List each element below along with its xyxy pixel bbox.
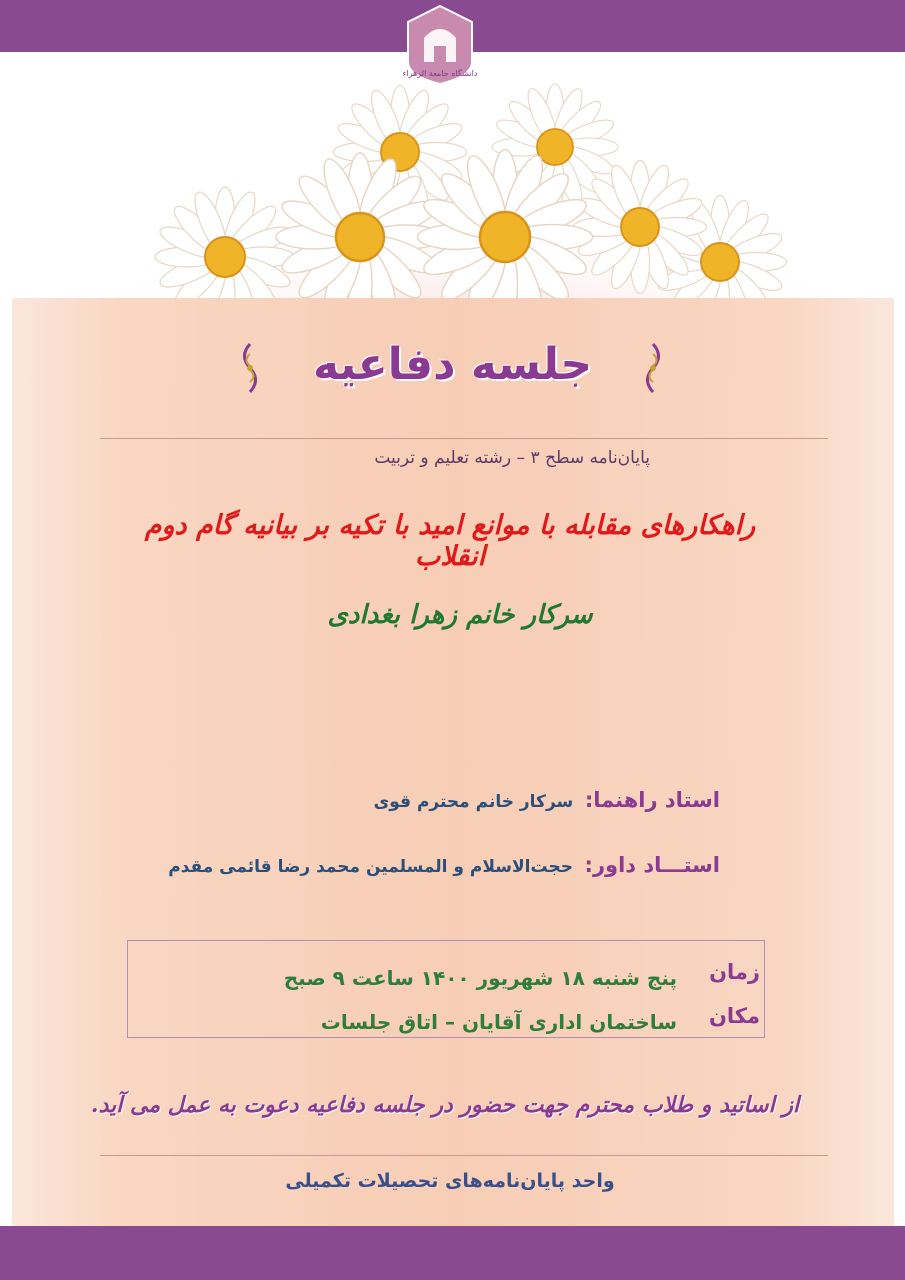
student-name: سرکار خانم زهرا بغدادی (327, 600, 593, 630)
advisor-label: استاد راهنما: (584, 788, 720, 812)
advisor-row (374, 788, 720, 812)
page-title-wrap (0, 335, 905, 395)
time-label: زمان (709, 960, 760, 984)
referee-row (168, 853, 720, 877)
thesis-level: پایان‌نامه سطح ۳ – رشته تعلیم و تربیت (374, 448, 650, 468)
organizer-unit: واحد پایان‌نامه‌های تحصیلات تکمیلی (285, 1170, 615, 1192)
page-title: جلسه دفاعیه (312, 339, 593, 390)
referee-name: حجت‌الاسلام و المسلمین محمد رضا قائمی مقدم (168, 857, 573, 877)
place-label: مکان (708, 1004, 760, 1028)
place-value: ساختمان اداری آقایان – اتاق جلسات (320, 1010, 677, 1034)
bottom-bar (0, 1226, 905, 1280)
divider (100, 438, 828, 439)
invitation-text: از اساتید و طلاب محترم جهت حضور در جلسه دفاعیه دعوت به عمل می آید. (90, 1092, 800, 1118)
logo-caption: دانشگاه جامعة الزهراء (402, 69, 478, 78)
thesis-title: راهکارهای مقابله با موانع امید با تکیه بر بیانیه گام دوم انقلاب (144, 510, 756, 572)
seminary-logo (400, 4, 480, 86)
advisor-name: سرکار خانم محترم قوی (373, 792, 574, 812)
time-value: پنج شنبه ۱۸ شهریور ۱۴۰۰ ساعت ۹ صبح (283, 966, 677, 990)
daisy-flowers-banner (0, 52, 905, 302)
divider (100, 1155, 828, 1156)
referee-label: استـــاد داور: (584, 853, 720, 877)
daisy-icon (574, 161, 707, 294)
